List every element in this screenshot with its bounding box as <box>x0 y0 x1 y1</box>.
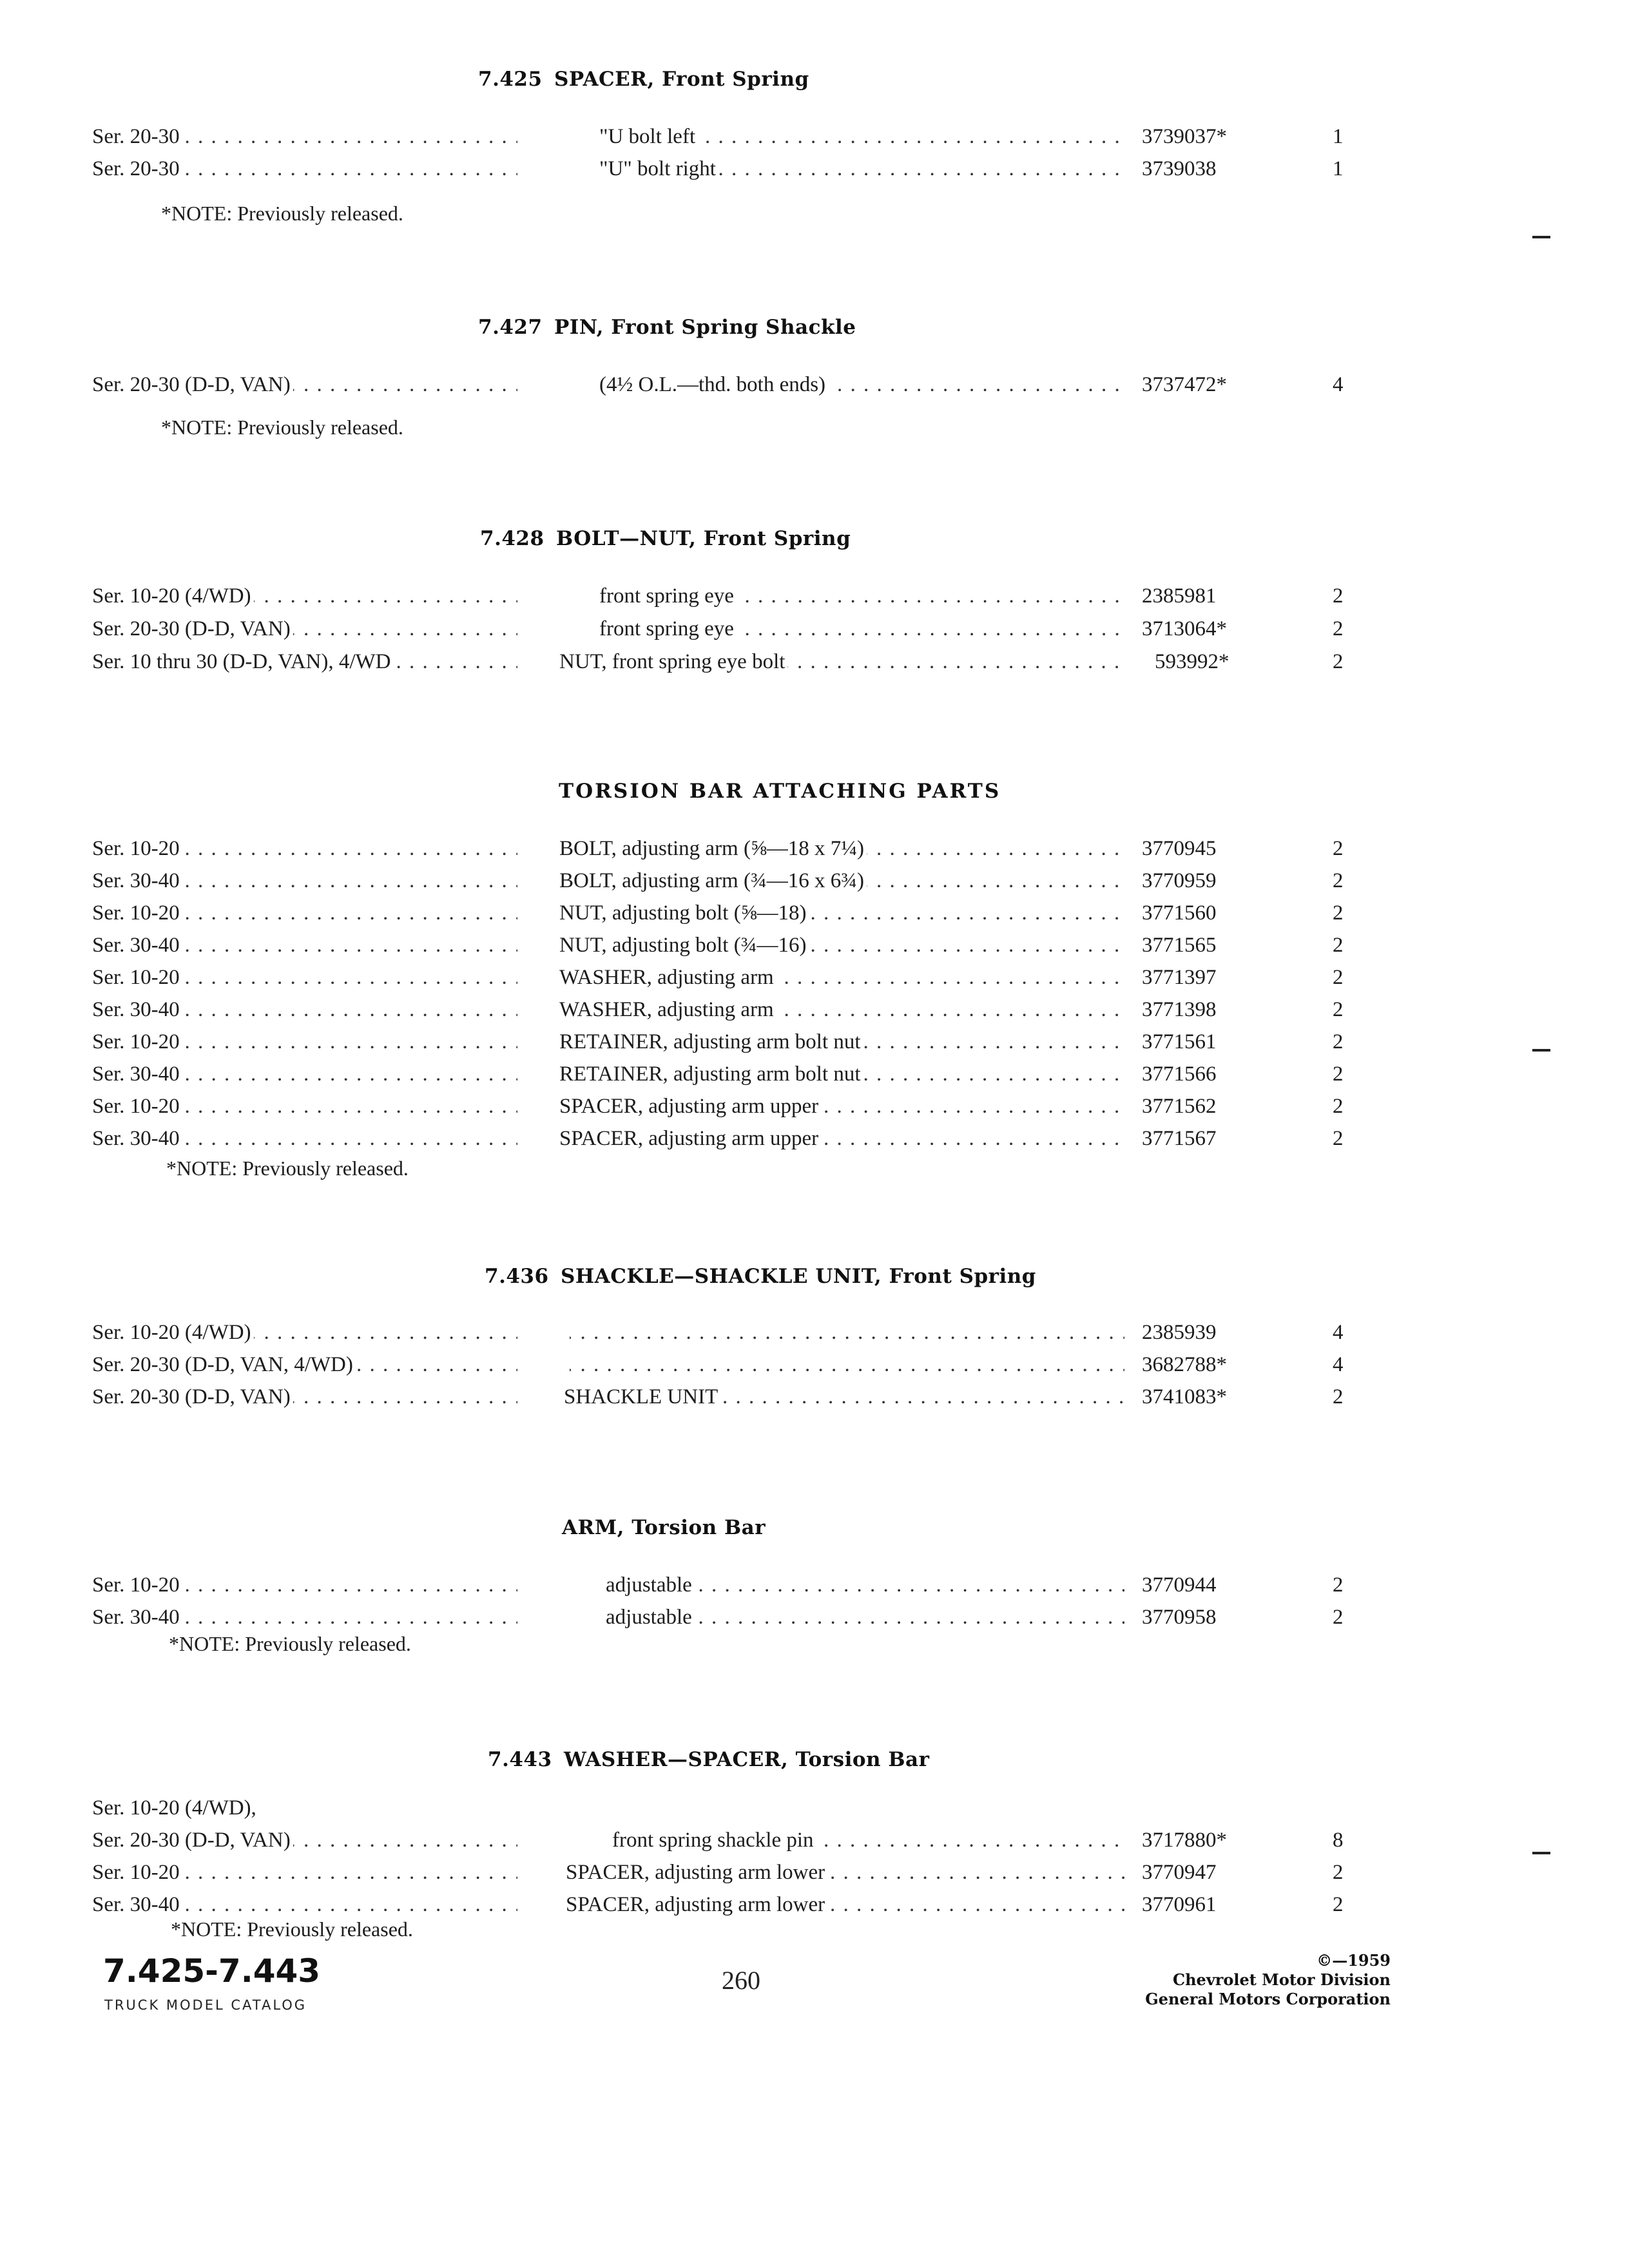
model-text: Ser. 20-30 <box>92 157 182 180</box>
quantity: 2 <box>1333 1127 1344 1150</box>
description-text <box>567 1353 570 1376</box>
description-cell <box>599 613 1124 645</box>
section-title <box>478 68 809 91</box>
quantity: 2 <box>1333 998 1344 1021</box>
description-cell <box>567 1349 1124 1381</box>
section-number: 7.425 <box>478 68 543 91</box>
table-row <box>0 1824 1629 1856</box>
quantity: 2 <box>1333 650 1344 673</box>
margin-mark <box>1532 1852 1550 1854</box>
section-title <box>488 1748 929 1771</box>
table-row <box>0 1316 1629 1349</box>
model-text: Ser. 10-20 (4/WD) <box>92 584 254 608</box>
model-cell <box>92 120 517 153</box>
model-cell <box>92 1122 517 1155</box>
table-row <box>0 1090 1629 1122</box>
part-number: 3771562 <box>1142 1095 1217 1118</box>
description-cell <box>559 832 1124 865</box>
table-row <box>0 1601 1629 1633</box>
model-cell <box>92 1792 517 1824</box>
section-number: 7.436 <box>485 1265 549 1288</box>
table-row <box>0 1026 1629 1058</box>
section-note: *NOTE: Previously released. <box>166 1157 409 1180</box>
quantity: 4 <box>1333 1321 1344 1344</box>
model-text: Ser. 20-30 (D-D, VAN) <box>92 1829 293 1852</box>
table-row <box>0 1856 1629 1888</box>
description-cell <box>559 1090 1124 1122</box>
quantity: 2 <box>1333 584 1344 608</box>
description-text: SPACER, adjusting arm lower <box>566 1893 827 1916</box>
table-row <box>0 1058 1629 1090</box>
quantity: 1 <box>1333 157 1344 180</box>
description-cell <box>559 865 1124 897</box>
model-cell <box>92 369 517 401</box>
model-cell <box>92 1349 517 1381</box>
table-row <box>0 153 1629 185</box>
footer-division: Chevrolet Motor Division <box>1173 1970 1391 1989</box>
description-text: NUT, front spring eye bolt <box>559 650 787 673</box>
description-text: WASHER, adjusting arm <box>559 998 776 1021</box>
description-text: "U" bolt right <box>599 157 718 180</box>
description-cell <box>559 897 1124 929</box>
section-title-text: TORSION BAR ATTACHING PARTS <box>559 780 1001 803</box>
section-note: *NOTE: Previously released. <box>161 416 403 439</box>
model-text: Ser. 10-20 <box>92 1573 182 1597</box>
part-number: 3770944 <box>1142 1573 1217 1597</box>
quantity: 2 <box>1333 1606 1344 1629</box>
part-number: 3771560 <box>1142 901 1217 925</box>
model-cell <box>92 897 517 929</box>
description-cell <box>559 1122 1124 1155</box>
description-cell <box>606 1569 1124 1601</box>
model-cell <box>92 1888 517 1921</box>
section-number: 7.428 <box>480 527 545 550</box>
description-cell <box>599 153 1124 185</box>
quantity: 8 <box>1333 1829 1344 1852</box>
model-text: Ser. 30-40 <box>92 1893 182 1916</box>
section-title <box>562 1516 766 1539</box>
table-row <box>0 1792 1629 1824</box>
table-row <box>0 1569 1629 1601</box>
table-row <box>0 1122 1629 1155</box>
description-cell <box>559 646 1124 678</box>
model-cell <box>92 832 517 865</box>
model-cell <box>92 1824 517 1856</box>
footer-section-range: 7.425-7.443 <box>103 1952 321 1990</box>
description-text: RETAINER, adjusting arm bolt nut <box>559 1062 863 1086</box>
table-row <box>0 1349 1629 1381</box>
model-text: Ser. 30-40 <box>92 934 182 957</box>
description-cell <box>612 1824 1124 1856</box>
model-text: Ser. 30-40 <box>92 869 182 892</box>
model-text: Ser. 30-40 <box>92 998 182 1021</box>
description-cell <box>559 929 1124 961</box>
quantity: 2 <box>1333 1573 1344 1597</box>
model-cell <box>92 1569 517 1601</box>
quantity: 2 <box>1333 1030 1344 1053</box>
table-row <box>0 613 1629 645</box>
section-title <box>480 527 851 550</box>
table-row <box>0 369 1629 401</box>
table-row <box>0 832 1629 865</box>
section-title-text: ARM, Torsion Bar <box>562 1516 766 1539</box>
section-title <box>559 780 1001 803</box>
description-text: NUT, adjusting bolt (¾—16) <box>559 934 809 957</box>
model-cell <box>92 865 517 897</box>
section-title-text: BOLT—NUT, Front Spring <box>556 527 851 550</box>
quantity: 2 <box>1333 1062 1344 1086</box>
description-text: adjustable <box>606 1606 695 1629</box>
footer-publisher <box>1145 1951 1391 2009</box>
model-text: Ser. 10-20 <box>92 1030 182 1053</box>
model-cell <box>92 580 517 612</box>
model-text: Ser. 10-20 <box>92 1861 182 1884</box>
quantity: 2 <box>1333 1385 1344 1408</box>
model-cell <box>92 1090 517 1122</box>
description-text: RETAINER, adjusting arm bolt nut <box>559 1030 863 1053</box>
quantity: 2 <box>1333 966 1344 989</box>
quantity: 2 <box>1333 1861 1344 1884</box>
part-number: 3717880* <box>1142 1829 1227 1852</box>
quantity: 2 <box>1333 837 1344 860</box>
part-number: 593992* <box>1155 650 1229 673</box>
section-note: *NOTE: Previously released. <box>171 1917 413 1941</box>
description-text: BOLT, adjusting arm (⅝—18 x 7¼) <box>559 837 867 860</box>
description-text: SPACER, adjusting arm lower <box>566 1861 827 1884</box>
footer-catalog-name: TRUCK MODEL CATALOG <box>104 1997 307 2013</box>
description-cell <box>599 369 1124 401</box>
description-cell <box>559 1058 1124 1090</box>
model-cell <box>92 646 517 678</box>
quantity: 2 <box>1333 1893 1344 1916</box>
part-number: 3770961 <box>1142 1893 1217 1916</box>
table-row <box>0 120 1629 153</box>
description-text <box>567 1321 570 1344</box>
part-number: 3741083* <box>1142 1385 1227 1408</box>
description-cell <box>559 961 1124 994</box>
part-number: 3771398 <box>1142 998 1217 1021</box>
model-cell <box>92 1856 517 1888</box>
part-number: 3771561 <box>1142 1030 1217 1053</box>
section-title <box>478 316 856 339</box>
description-cell <box>566 1888 1124 1921</box>
model-cell <box>92 613 517 645</box>
model-text: Ser. 10-20 (4/WD) <box>92 1321 254 1344</box>
part-number: 3739038 <box>1142 157 1217 180</box>
description-cell <box>566 1856 1124 1888</box>
description-text: "U bolt left <box>599 125 698 148</box>
description-cell <box>559 1026 1124 1058</box>
description-cell <box>567 1316 1124 1349</box>
quantity: 2 <box>1333 901 1344 925</box>
part-number: 3771397 <box>1142 966 1217 989</box>
footer-corporation: General Motors Corporation <box>1145 1990 1391 2008</box>
part-number: 3770959 <box>1142 869 1217 892</box>
footer-copyright: ©—1959 <box>1316 1951 1391 1970</box>
quantity: 2 <box>1333 869 1344 892</box>
description-text: SHACKLE UNIT <box>564 1385 720 1408</box>
model-text: Ser. 20-30 (D-D, VAN) <box>92 617 293 640</box>
part-number: 3771565 <box>1142 934 1217 957</box>
part-number: 3771566 <box>1142 1062 1217 1086</box>
part-number: 3770947 <box>1142 1861 1217 1884</box>
description-cell <box>559 994 1124 1026</box>
description-cell <box>564 1381 1124 1413</box>
model-text: Ser. 10-20 <box>92 1095 182 1118</box>
model-text: Ser. 10 thru 30 (D-D, VAN), 4/WD <box>92 650 394 673</box>
description-text: NUT, adjusting bolt (⅝—18) <box>559 901 809 925</box>
part-number: 2385939 <box>1142 1321 1217 1344</box>
description-cell <box>599 120 1124 153</box>
table-row <box>0 1888 1629 1921</box>
quantity: 2 <box>1333 934 1344 957</box>
model-text: Ser. 20-30 (D-D, VAN) <box>92 1385 293 1408</box>
model-cell <box>92 1381 517 1413</box>
model-text: Ser. 10-20 <box>92 901 182 925</box>
part-number: 3739037* <box>1142 125 1227 148</box>
table-row <box>0 897 1629 929</box>
table-row <box>0 865 1629 897</box>
section-title-text: WASHER—SPACER, Torsion Bar <box>564 1748 930 1771</box>
description-text: front spring eye <box>599 584 737 608</box>
model-cell <box>92 961 517 994</box>
description-cell <box>606 1601 1124 1633</box>
description-text: front spring eye <box>599 617 737 640</box>
model-text: Ser. 10-20 <box>92 966 182 989</box>
section-note: *NOTE: Previously released. <box>161 202 403 225</box>
description-text: (4½ O.L.—thd. both ends) <box>599 373 828 396</box>
page-number: 260 <box>722 1966 760 1995</box>
margin-mark <box>1532 1049 1550 1052</box>
model-text: Ser. 30-40 <box>92 1127 182 1150</box>
section-title <box>485 1265 1036 1288</box>
model-text: Ser. 20-30 <box>92 125 182 148</box>
part-number: 3771567 <box>1142 1127 1217 1150</box>
description-text: adjustable <box>606 1573 695 1597</box>
table-row <box>0 961 1629 994</box>
description-cell <box>599 580 1124 612</box>
model-cell <box>92 1316 517 1349</box>
part-number: 3682788* <box>1142 1353 1227 1376</box>
part-number: 3737472* <box>1142 373 1227 396</box>
model-text: Ser. 30-40 <box>92 1062 182 1086</box>
model-text: Ser. 10-20 (4/WD), <box>92 1796 259 1820</box>
part-number: 3713064* <box>1142 617 1227 640</box>
part-number: 3770958 <box>1142 1606 1217 1629</box>
quantity: 4 <box>1333 373 1344 396</box>
table-row <box>0 580 1629 612</box>
section-note: *NOTE: Previously released. <box>169 1632 411 1655</box>
part-number: 2385981 <box>1142 584 1217 608</box>
section-number: 7.443 <box>488 1748 552 1771</box>
description-text: front spring shackle pin <box>612 1829 816 1852</box>
description-text: WASHER, adjusting arm <box>559 966 776 989</box>
model-cell <box>92 153 517 185</box>
section-title-text: SPACER, Front Spring <box>554 68 809 91</box>
table-row <box>0 1381 1629 1413</box>
description-text: BOLT, adjusting arm (¾—16 x 6¾) <box>559 869 867 892</box>
table-row <box>0 994 1629 1026</box>
margin-mark <box>1532 236 1550 238</box>
model-cell <box>92 1601 517 1633</box>
model-cell <box>92 1058 517 1090</box>
description-text: SPACER, adjusting arm upper <box>559 1127 821 1150</box>
section-title-text: PIN, Front Spring Shackle <box>554 316 856 339</box>
model-text: Ser. 20-30 (D-D, VAN, 4/WD) <box>92 1353 356 1376</box>
model-text: Ser. 10-20 <box>92 837 182 860</box>
table-row <box>0 646 1629 678</box>
model-cell <box>92 929 517 961</box>
section-title-text: SHACKLE—SHACKLE UNIT, Front Spring <box>561 1265 1036 1288</box>
quantity: 4 <box>1333 1353 1344 1376</box>
model-cell <box>92 994 517 1026</box>
description-text: SPACER, adjusting arm upper <box>559 1095 821 1118</box>
model-text: Ser. 20-30 (D-D, VAN) <box>92 373 293 396</box>
quantity: 2 <box>1333 1095 1344 1118</box>
section-number: 7.427 <box>478 316 543 339</box>
quantity: 1 <box>1333 125 1344 148</box>
model-cell <box>92 1026 517 1058</box>
model-text: Ser. 30-40 <box>92 1606 182 1629</box>
table-row <box>0 929 1629 961</box>
quantity: 2 <box>1333 617 1344 640</box>
part-number: 3770945 <box>1142 837 1217 860</box>
